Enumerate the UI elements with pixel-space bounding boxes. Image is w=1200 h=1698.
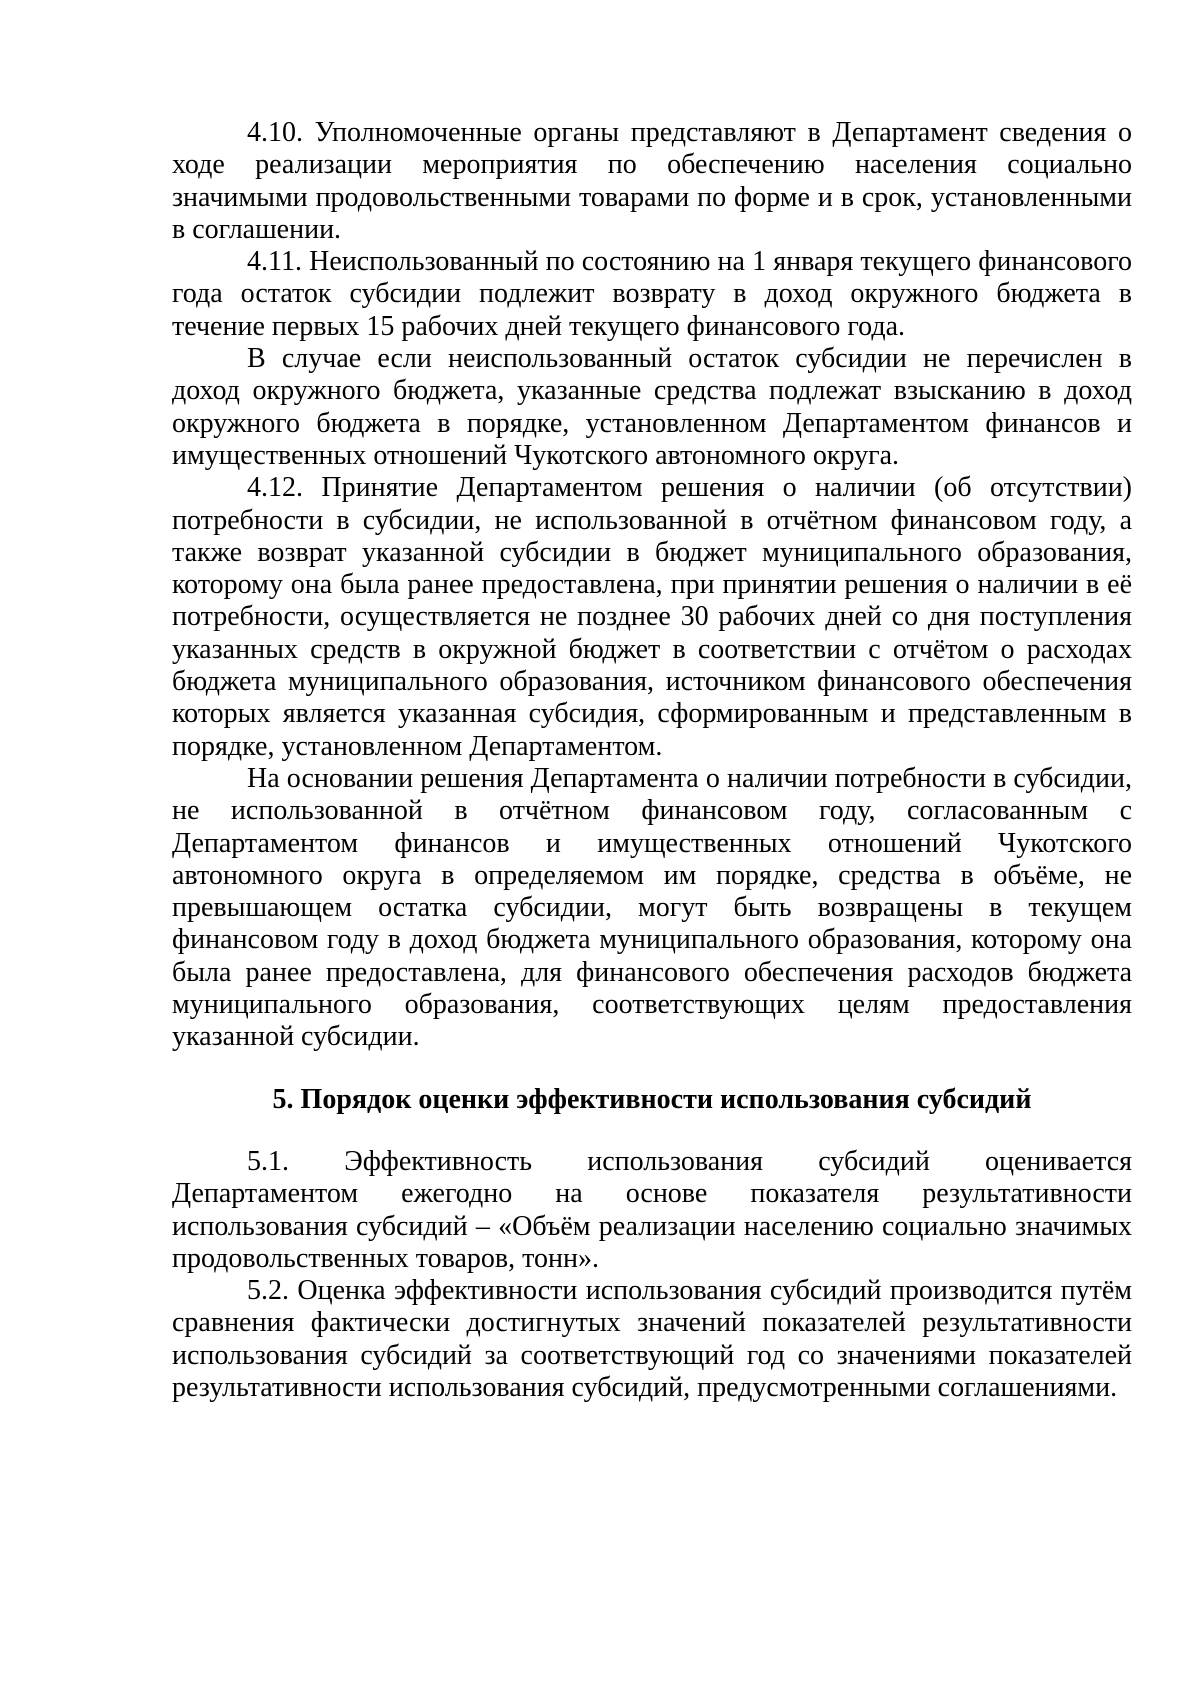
paragraph-4-12-basis: На основании решения Департамента о наличии потребности в субсидии, не использованной в отчётном финансовом году, согласованным с Департаментом финансов и имущественных отношений Чукотского автономного округа в определяемом им порядке, средства в объёме, не превышающем остатка субсидии, могут быть возвращены в текущем финансовом году в доход бюджета муниципального образования, которому она была ранее предоставлена, для финансового обеспечения расходов бюджета муниципального образования, соответствующих целям предоставления указанной субсидии. xyxy=(172,762,1132,1053)
document-page xyxy=(172,117,1132,1404)
paragraph-4-10: 4.10. Уполномоченные органы представляют в Департамент сведения о ходе реализации мероприятия по обеспечению населения социально значимыми продовольственными товарами по форме и в срок, установленными в соглашении. xyxy=(172,117,1132,245)
paragraph-5-2: 5.2. Оценка эффективности использования субсидий производится путём сравнения фактически достигнутых значений показателей результативности использования субсидий за соответствующий год со значениями показателей результативности использования субсидий, предусмотренными соглашениями. xyxy=(172,1275,1132,1403)
paragraph-5-1: 5.1. Эффективность использования субсидий оценивается Департаментом ежегодно на основе показателя результативности использования субсидий – «Объём реализации населению социально значимых продовольственных товаров, тонн». xyxy=(172,1145,1132,1274)
paragraph-4-11-case: В случае если неиспользованный остаток субсидии не перечислен в доход окружного бюджета, указанные средства подлежат взысканию в доход окружного бюджета в порядке, установленном Департаментом финансов и имущественных отношений Чукотского автономного округа. xyxy=(172,343,1132,471)
paragraph-4-11: 4.11. Неиспользованный по состоянию на 1 января текущего финансового года остаток субсидии подлежит возврату в доход окружного бюджета в течение первых 15 рабочих дней текущего финансового года. xyxy=(172,246,1132,342)
section-5-heading: 5. Порядок оценки эффективности использования субсидий xyxy=(272,1083,1032,1115)
paragraph-4-12: 4.12. Принятие Департаментом решения о наличии (об отсутствии) потребности в субсидии, не использованной в отчётном финансовом году, а также возврат указанной субсидии в бюджет муниципального образования, которому она была ранее предоставлена, при принятии решения о наличии в её потребности, осуществляется не позднее 30 рабочих дней со дня поступления указанных средств в окружной бюджет в соответствии с отчётом о расходах бюджета муниципального образования, источником финансового обеспечения которых является указанная субсидия, сформированным и представленным в порядке, установленном Департаментом. xyxy=(172,472,1132,762)
